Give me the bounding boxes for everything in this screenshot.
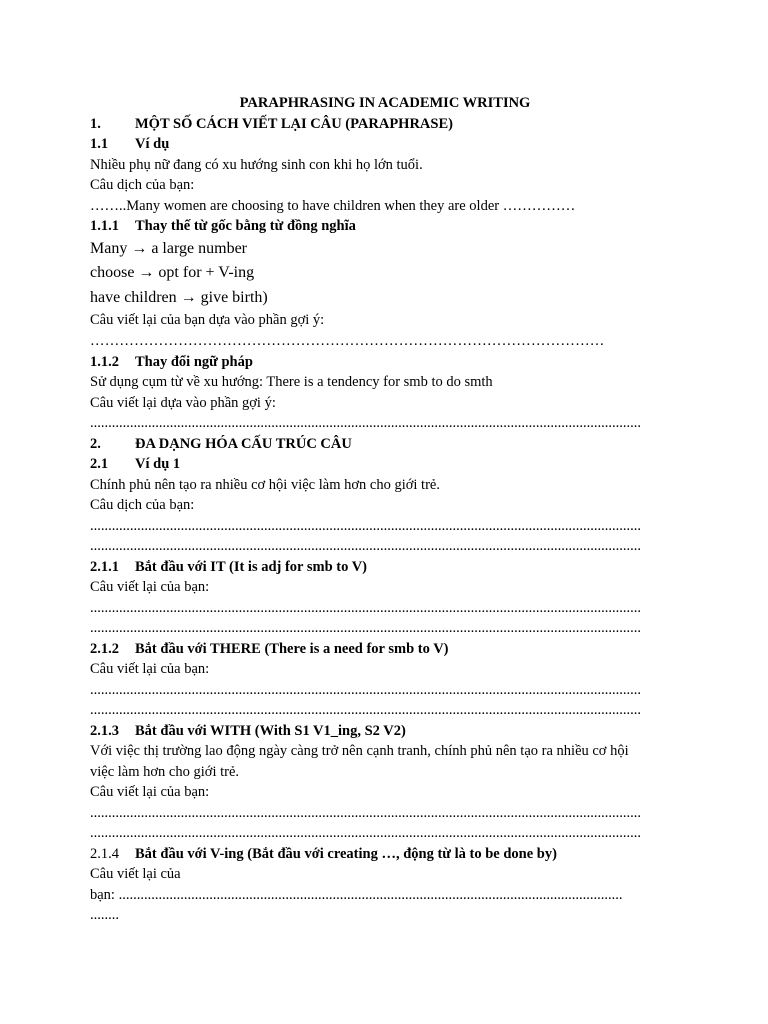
answer-line[interactable]: ........................................................................................................................................................ bbox=[90, 681, 641, 698]
answer-line[interactable]: ........................................................................................................................................................ bbox=[90, 620, 641, 636]
translation-answer: ……..Many women are choosing to have children when they are older …………… bbox=[90, 197, 576, 214]
section-title: Bắt đầu với WITH (With S1 V1_ing, S2 V2) bbox=[135, 722, 406, 739]
section-1-1-1-heading bbox=[90, 216, 680, 237]
example-sentence: Nhiều phụ nữ đang có xu hướng sinh con khi họ lớn tuổi. bbox=[90, 156, 423, 173]
section-title: Ví dụ bbox=[135, 136, 170, 152]
section-title: Bắt đầu với V-ing (Bắt đầu với creating …, động từ là to be done by) bbox=[135, 845, 557, 862]
answer-line[interactable]: ........................................................................................................................................................ bbox=[90, 415, 641, 431]
rewrite-label: bạn: bbox=[90, 886, 119, 903]
answer-line[interactable]: ........................................................................................................................................................ bbox=[90, 804, 641, 821]
section-2-1-2-heading bbox=[90, 639, 680, 660]
section-number: 1.1 bbox=[90, 136, 109, 152]
rewrite-label: Câu viết lại của bạn: bbox=[90, 579, 210, 595]
grammar-hint: Sử dụng cụm từ về xu hướng: There is a tendency for smb to do smth bbox=[90, 374, 493, 390]
document-page bbox=[90, 93, 680, 926]
example-sentence: việc làm hơn cho giới trẻ. bbox=[90, 763, 240, 780]
section-number: 1.1.1 bbox=[90, 218, 119, 234]
section-number: 1. bbox=[90, 115, 101, 132]
section-2-1-heading bbox=[90, 454, 680, 475]
rewrite-label: Câu viết lại của bạn: bbox=[90, 661, 210, 677]
document-title: PARAPHRASING IN ACADEMIC WRITING bbox=[239, 95, 531, 111]
synonym-item: Many → a large number bbox=[90, 239, 247, 257]
rewrite-hint-label: Câu viết lại của bạn dựa vào phần gợi ý: bbox=[90, 312, 325, 328]
answer-line[interactable]: ........................................................................................................................................................ bbox=[90, 538, 641, 554]
section-1-heading bbox=[90, 114, 680, 135]
section-title: ĐA DẠNG HÓA CẤU TRÚC CÂU bbox=[135, 435, 352, 452]
section-2-1-1-heading bbox=[90, 557, 680, 578]
section-2-heading bbox=[90, 434, 680, 455]
answer-line[interactable]: ........................................................................................................................................................ bbox=[90, 825, 641, 841]
section-number: 1.1.2 bbox=[90, 353, 119, 370]
answer-line[interactable]: ........................................................................................................................................................ bbox=[90, 702, 641, 718]
section-2-1-4-heading bbox=[90, 844, 680, 865]
section-title: MỘT SỐ CÁCH VIẾT LẠI CÂU (PARAPHRASE) bbox=[135, 115, 453, 132]
section-number: 2.1.4 bbox=[90, 845, 119, 862]
rewrite-label: Câu viết lại của bạn: bbox=[90, 784, 210, 800]
rewrite-hint-label: Câu viết lại dựa vào phần gợi ý: bbox=[90, 394, 276, 411]
rewrite-label: Câu viết lại của bbox=[90, 866, 181, 882]
translate-label: Câu dịch của bạn: bbox=[90, 497, 195, 513]
section-title: Thay thế từ gốc bằng từ đồng nghĩa bbox=[135, 218, 356, 234]
section-number: 2.1.3 bbox=[90, 722, 119, 739]
answer-line[interactable] bbox=[90, 885, 680, 906]
example-sentence: Với việc thị trường lao động ngày càng trở nên cạnh tranh, chính phủ nên tạo ra nhiều cơ hội bbox=[90, 743, 629, 759]
section-number: 2.1 bbox=[90, 456, 109, 472]
section-title: Ví dụ 1 bbox=[135, 456, 181, 472]
section-number: 2.1.1 bbox=[90, 558, 119, 575]
answer-line[interactable]: …………………………………………………………………………………………… bbox=[90, 332, 605, 349]
section-title: Thay đổi ngữ pháp bbox=[135, 353, 253, 370]
section-1-1-2-heading bbox=[90, 352, 680, 373]
section-number: 2. bbox=[90, 435, 101, 452]
translate-label: Câu dịch của bạn: bbox=[90, 177, 195, 193]
section-title: Bắt đầu với THERE (There is a need for smb to V) bbox=[135, 640, 449, 657]
section-1-1-heading bbox=[90, 134, 680, 155]
answer-line[interactable]: ........................................................................................................................................................ bbox=[90, 517, 641, 534]
section-number: 2.1.2 bbox=[90, 640, 119, 657]
section-title: Bắt đầu với IT (It is adj for smb to V) bbox=[135, 558, 368, 575]
synonym-item: have children → give birth) bbox=[90, 288, 268, 306]
synonym-item: choose → opt for + V-ing bbox=[90, 264, 255, 281]
answer-line[interactable]: ........................................................................................................................................................ bbox=[90, 599, 641, 616]
section-2-1-3-heading bbox=[90, 721, 680, 742]
example-sentence: Chính phủ nên tạo ra nhiều cơ hội việc làm hơn cho giới trẻ. bbox=[90, 476, 440, 493]
answer-line[interactable]: ........ bbox=[90, 907, 119, 923]
answer-dots: ........................................................................................................................................... bbox=[118, 886, 623, 903]
